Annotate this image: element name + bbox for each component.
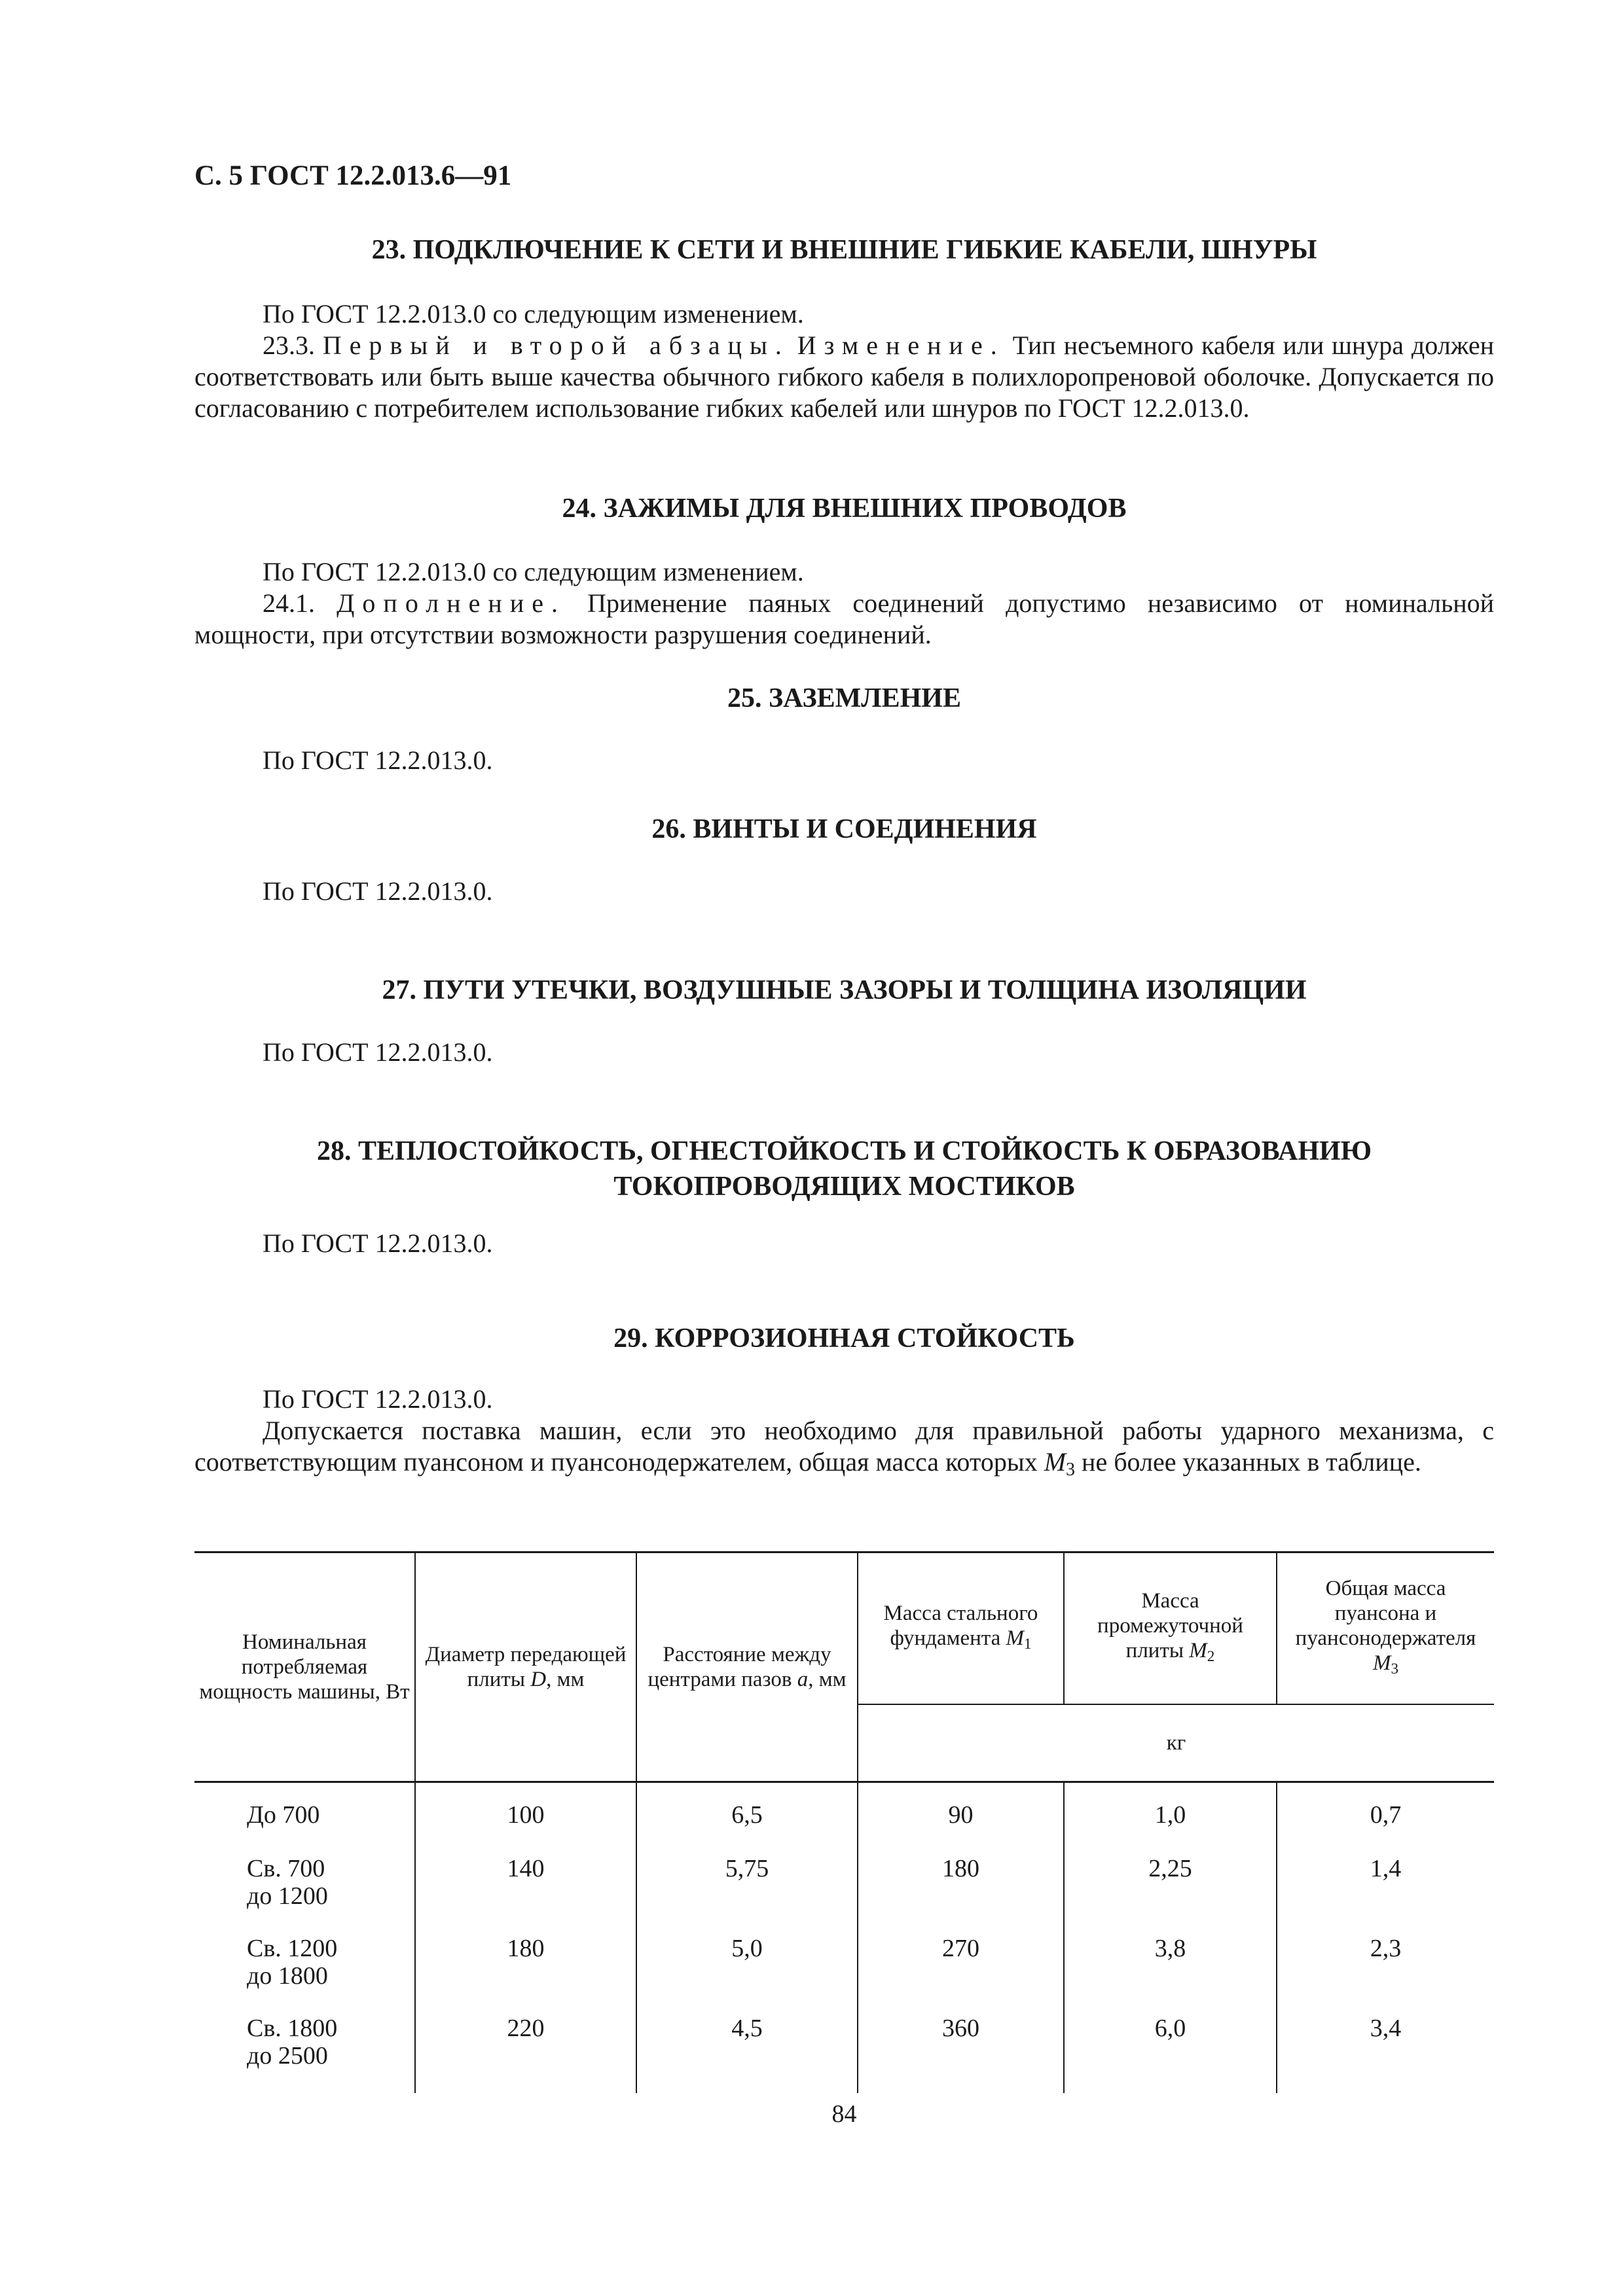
- cell-diameter: 220: [415, 2000, 636, 2093]
- cell-slot-distance: 5,0: [636, 1920, 858, 2000]
- cell-diameter: 140: [415, 1840, 636, 1920]
- section-25-title: 25. ЗАЗЕМЛЕНИЕ: [727, 683, 961, 713]
- cell-m1: 90: [858, 1782, 1064, 1841]
- section-26-paragraph: По ГОСТ 12.2.013.0.: [263, 876, 493, 906]
- specifications-table: [194, 1551, 1494, 2093]
- cell-m2: 6,0: [1064, 2000, 1277, 2093]
- cell-m3: 2,3: [1277, 1920, 1494, 2000]
- cell-m1: 360: [858, 2000, 1064, 2093]
- section-24-paragraph-1: По ГОСТ 12.2.013.0 со следующим изменением.: [263, 557, 804, 586]
- table-row: [194, 2000, 1494, 2093]
- cell-m3: 0,7: [1277, 1782, 1494, 1841]
- table-row: [194, 1782, 1494, 1841]
- header-diameter: Диаметр передающей плиты D, мм: [415, 1552, 636, 1782]
- section-25-paragraph: По ГОСТ 12.2.013.0.: [263, 745, 493, 775]
- section-23-paragraph-2: [194, 330, 1494, 424]
- variable-m: M: [1044, 1447, 1067, 1477]
- clause-number: 23.3.: [263, 331, 315, 360]
- clause-label: Дополнение.: [337, 588, 566, 618]
- cell-m1: 270: [858, 1920, 1064, 2000]
- cell-power: Св. 1200 до 1800: [247, 1935, 338, 1990]
- header-plate-mass: Масса промежуточной плиты $M_2$: [1064, 1552, 1277, 1705]
- section-24-paragraph-2: [194, 588, 1494, 651]
- header-foundation-mass: Масса стального фундамента $M_1$: [858, 1552, 1064, 1705]
- cell-diameter: 180: [415, 1920, 636, 2000]
- section-26-title: 26. ВИНТЫ И СОЕДИНЕНИЯ: [651, 814, 1037, 844]
- cell-power: До 700: [194, 1782, 415, 1841]
- page-header: С. 5 ГОСТ 12.2.013.6—91: [194, 160, 512, 191]
- section-27-paragraph: По ГОСТ 12.2.013.0.: [263, 1037, 493, 1067]
- table-row: [194, 1920, 1494, 2000]
- cell-slot-distance: 6,5: [636, 1782, 858, 1841]
- variable-subscript: 3: [1066, 1460, 1076, 1480]
- cell-m3: 3,4: [1277, 2000, 1494, 2093]
- cell-slot-distance: 5,75: [636, 1840, 858, 1920]
- section-28-title-line-1: 28. ТЕПЛОСТОЙКОСТЬ, ОГНЕСТОЙКОСТЬ И СТОЙКОСТЬ К ОБРАЗОВАНИЮ: [316, 1136, 1372, 1166]
- clause-text: Тип несъемного кабеля или шнура должен соответствовать или быть выше качества обычного гибкого кабеля в полихлоропреновой оболочке. Допускается по согласованию с потребителем использование гибких кабелей или шнуров по ГОСТ 12.2.013.0.: [194, 331, 1494, 423]
- cell-slot-distance: 4,5: [636, 2000, 858, 2093]
- section-29-paragraph-1: По ГОСТ 12.2.013.0.: [263, 1384, 493, 1414]
- table-row: [194, 1840, 1494, 1920]
- cell-m2: 2,25: [1064, 1840, 1277, 1920]
- cell-m3: 1,4: [1277, 1840, 1494, 1920]
- header-unit-kg: кг: [858, 1704, 1494, 1782]
- clause-label: Изменение.: [797, 331, 1005, 360]
- section-23-paragraph-1: По ГОСТ 12.2.013.0 со следующим изменением.: [263, 299, 804, 329]
- cell-power: Св. 1800 до 2500: [247, 2015, 338, 2070]
- section-24-title: 24. ЗАЖИМЫ ДЛЯ ВНЕШНИХ ПРОВОДОВ: [562, 493, 1127, 524]
- cell-m2: 3,8: [1064, 1920, 1277, 2000]
- header-punch-mass: Общая масса пуансона и пуансонодержателя $M_3$: [1277, 1552, 1494, 1705]
- document-page: [194, 0, 1494, 2296]
- section-28-title-line-2: ТОКОПРОВОДЯЩИХ МОСТИКОВ: [613, 1172, 1075, 1202]
- section-23-title: 23. ПОДКЛЮЧЕНИЕ К СЕТИ И ВНЕШНИЕ ГИБКИЕ КАБЕЛИ, ШНУРЫ: [371, 235, 1317, 265]
- clause-label: Первый и второй абзацы.: [322, 331, 790, 360]
- cell-power: Св. 700 до 1200: [247, 1855, 328, 1910]
- cell-diameter: 100: [415, 1782, 636, 1841]
- cell-m2: 1,0: [1064, 1782, 1277, 1841]
- clause-number: 24.1.: [263, 588, 315, 618]
- clause-text: Применение паяных соединений допустимо независимо от номинальной мощности, при отсутствии возможности разрушения соединений.: [194, 588, 1495, 649]
- section-29-title: 29. КОРРОЗИОННАЯ СТОЙКОСТЬ: [613, 1323, 1075, 1354]
- page-number: 84: [831, 2100, 857, 2128]
- section-28-title: [194, 1134, 1494, 1204]
- section-29-paragraph-2: Допускается поставка машин, если это необходимо для правильной работы ударного механизма, с соответствующим пуансоном и пуансонодержателем, общая масса которых $M_3$ не более указанных в таблице.: [194, 1416, 1494, 1480]
- header-power: Номинальная потребляемая мощность машины, Вт: [194, 1552, 415, 1782]
- section-27-title: 27. ПУТИ УТЕЧКИ, ВОЗДУШНЫЕ ЗАЗОРЫ И ТОЛЩИНА ИЗОЛЯЦИИ: [382, 975, 1307, 1005]
- section-28-paragraph: По ГОСТ 12.2.013.0.: [263, 1229, 493, 1258]
- header-slot-distance: Расстояние между центрами пазов a, мм: [636, 1552, 858, 1782]
- cell-m1: 180: [858, 1840, 1064, 1920]
